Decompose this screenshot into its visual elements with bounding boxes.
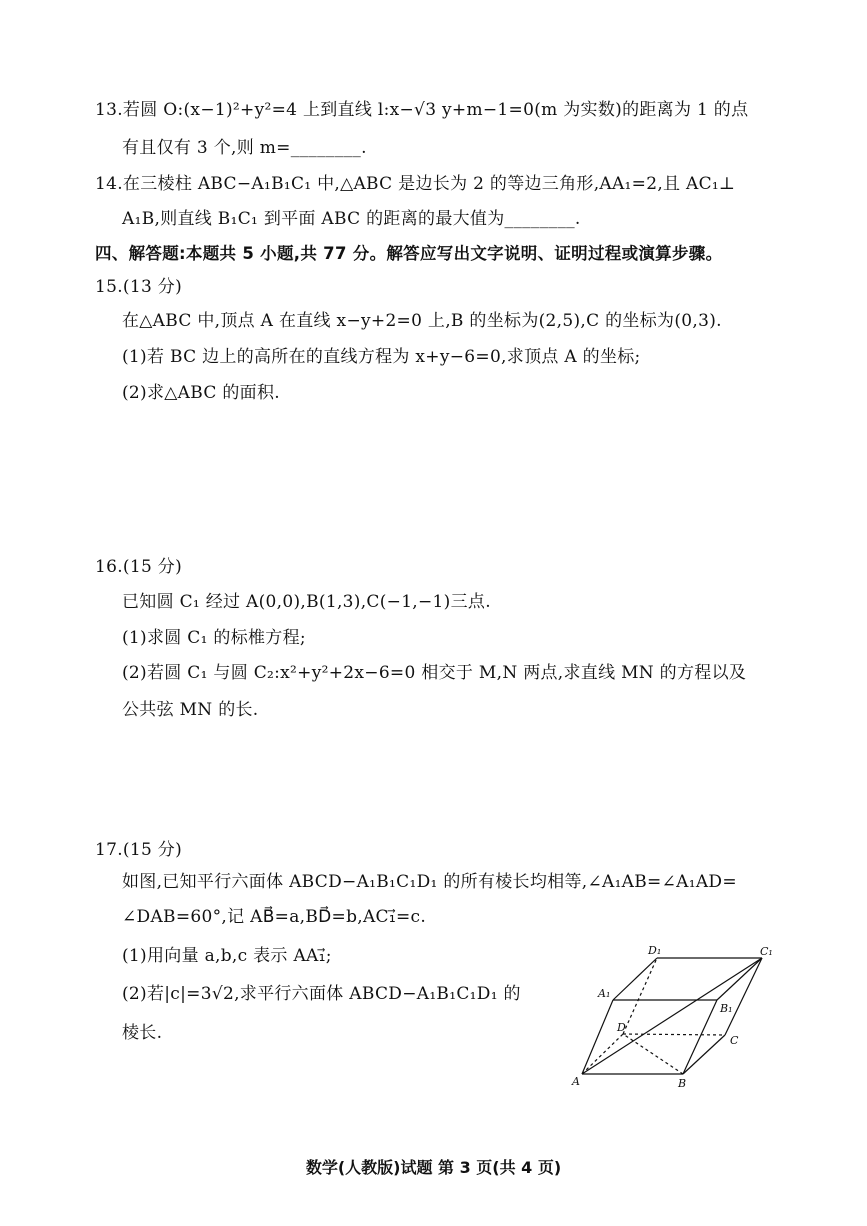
problem-13-line1: 13.若圆 O:(x−1)²+y²=4 上到直线 l:x−√3 y+m−1=0(m 为实数)的距离为 1 的点	[95, 100, 749, 120]
figure-label-c1: C₁	[760, 945, 773, 958]
figure-label-c: C	[730, 1034, 739, 1047]
problem-13-line2: 有且仅有 3 个,则 m=________.	[122, 138, 367, 158]
problem-16-question-1: (1)求圆 C₁ 的标椎方程;	[122, 628, 306, 648]
figure-label-a: A	[572, 1075, 580, 1088]
problem-17-question-2: (2)若|c|=3√2,求平行六面体 ABCD−A₁B₁C₁D₁ 的	[122, 984, 521, 1004]
problem-15-question-1: (1)若 BC 边上的高所在的直线方程为 x+y−6=0,求顶点 A 的坐标;	[122, 347, 641, 367]
problem-16-question-2-cont: 公共弦 MN 的长.	[122, 700, 259, 720]
problem-17-stem-2: ∠DAB=60°,记 AB⃗=a,BD⃗=b,AC₁⃗=c.	[122, 907, 427, 927]
problem-15-question-2: (2)求△ABC 的面积.	[122, 383, 280, 403]
problem-15-stem: 在△ABC 中,顶点 A 在直线 x−y+2=0 上,B 的坐标为(2,5),C 的坐标为(0,3).	[122, 311, 722, 331]
problem-14-line2: A₁B,则直线 B₁C₁ 到平面 ABC 的距离的最大值为________.	[122, 209, 581, 229]
page-footer: 数学(人教版)试题 第 3 页(共 4 页)	[305, 1158, 562, 1177]
problem-17-header: 17.(15 分)	[95, 840, 183, 860]
problem-16-header: 16.(15 分)	[95, 557, 183, 577]
section-4-heading: 四、解答题:本题共 5 小题,共 77 分。解答应写出文字说明、证明过程或演算步骤。	[95, 244, 723, 263]
figure-label-a1: A₁	[598, 987, 611, 1000]
problem-15-header: 15.(13 分)	[95, 277, 183, 297]
problem-14-line1: 14.在三棱柱 ABC−A₁B₁C₁ 中,△ABC 是边长为 2 的等边三角形,AA₁=2,且 AC₁⊥	[95, 174, 736, 194]
problem-17-question-1: (1)用向量 a,b,c 表示 AA₁⃗;	[122, 946, 332, 966]
problem-16-stem: 已知圆 C₁ 经过 A(0,0),B(1,3),C(−1,−1)三点.	[122, 592, 491, 612]
problem-17-question-2-cont: 棱长.	[122, 1023, 163, 1043]
problem-16-question-2: (2)若圆 C₁ 与圆 C₂:x²+y²+2x−6=0 相交于 M,N 两点,求直线 MN 的方程以及	[122, 663, 747, 683]
figure-label-d1: D₁	[648, 944, 662, 957]
figure-label-b1: B₁	[720, 1002, 733, 1015]
problem-17-stem-1: 如图,已知平行六面体 ABCD−A₁B₁C₁D₁ 的所有棱长均相等,∠A₁AB=∠A₁AD=	[122, 872, 737, 892]
figure-label-b: B	[678, 1077, 687, 1090]
parallelepiped-figure	[570, 940, 780, 1090]
figure-label-d: D	[617, 1021, 626, 1034]
